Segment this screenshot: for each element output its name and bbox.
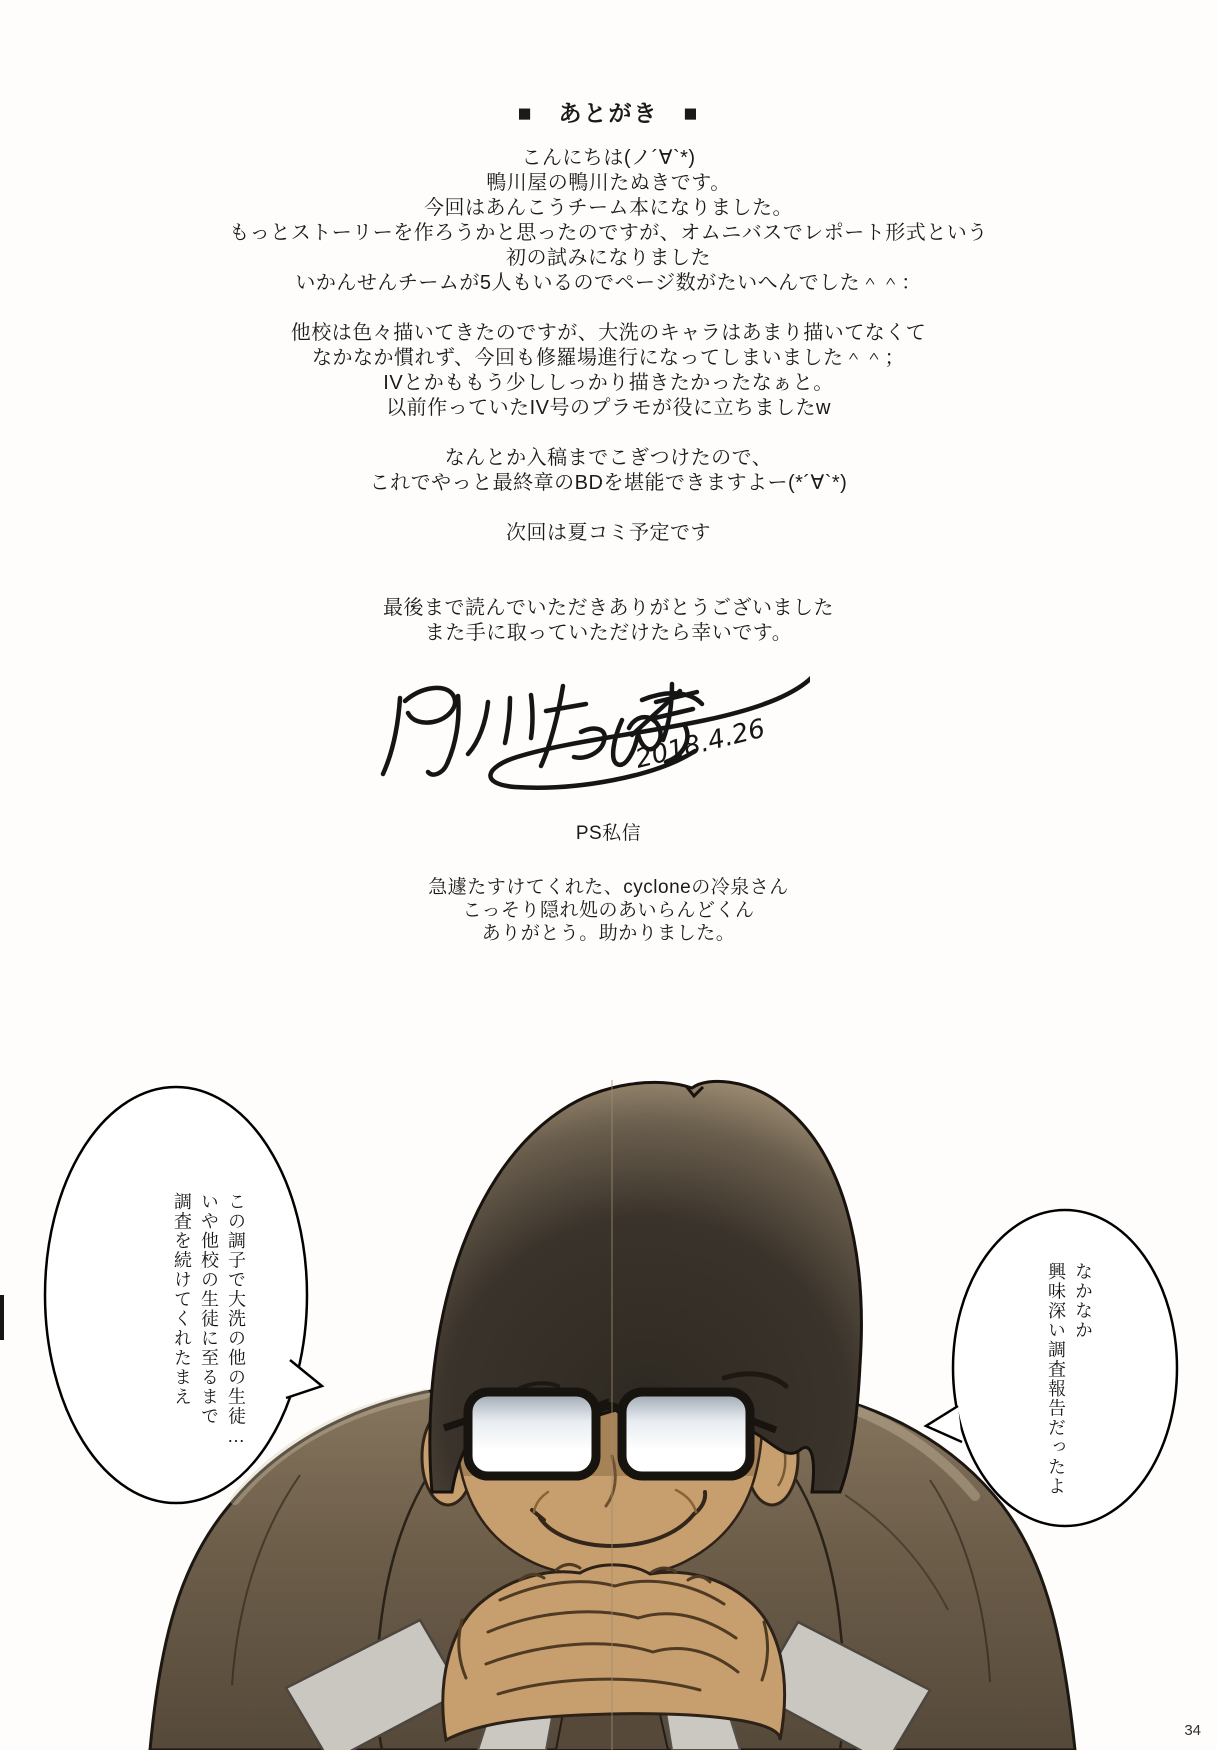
afterword-line: 以前作っていたIV号のプラモが役に立ちましたw	[386, 397, 831, 419]
hands-silhouette	[443, 1565, 785, 1740]
ps-line: 急遽たすけてくれた、cycloneの冷泉さん	[428, 877, 789, 898]
ps-title-block	[0, 822, 1217, 845]
afterword-paragraph-1	[0, 146, 1217, 296]
bubble-text-column: いや他校の生徒に至るまで	[199, 1192, 219, 1426]
signature-date: 2018.4.26	[632, 713, 769, 775]
right-bubble-text	[1047, 1262, 1092, 1502]
afterword-line: 他校は色々描いてきたのですが、大洗のキャラはあまり描いてなくて	[290, 322, 927, 344]
ps-block	[0, 876, 1217, 945]
afterword-line: 次回は夏コミ予定です	[506, 522, 711, 544]
bubble-text-column: なかなか	[1073, 1262, 1093, 1340]
afterword-line: これでやっと最終章のBDを堪能できますよー(*´∀`*)	[369, 472, 848, 494]
afterword-line: いかんせんチームが5人もいるのでページ数がたいへんでした＾＾：	[295, 272, 922, 294]
bubble-text-column: この調子で大洗の他の生徒…	[226, 1192, 246, 1448]
lens-right	[622, 1392, 750, 1476]
afterword-line: 今回はあんこうチーム本になりました。	[424, 197, 793, 219]
ps-line: ありがとう。助かりました。	[481, 923, 736, 944]
afterword-line: また手に取っていただけたら幸いです。	[424, 622, 793, 644]
scan-edge-artifact	[0, 1295, 4, 1340]
afterword-paragraph-5	[0, 596, 1217, 646]
bubble-text-column: 興味深い調査報告だったよ	[1046, 1262, 1066, 1496]
afterword-line: もっとストーリーを作ろうかと思ったのですが、オムニバスでレポート形式という	[229, 222, 988, 244]
afterword-line: なかなか慣れず、今回も修羅場進行になってしまいました＾＾；	[312, 347, 905, 369]
bubble-text-column: 調査を続けてくれたまえ	[172, 1192, 192, 1407]
afterword-line: 鴨川屋の鴨川たぬきです。	[486, 172, 731, 194]
afterword-line: こんにちは(ノ´∀`*)	[521, 147, 696, 169]
afterword-title: ■ あとがき ■	[517, 100, 700, 126]
page-number: 34	[1184, 1722, 1201, 1739]
ps-line: こっそり隠れ処のあいらんどくん	[462, 900, 755, 921]
signature	[350, 656, 810, 806]
afterword-paragraph-3	[0, 446, 1217, 496]
afterword-paragraph-2	[0, 321, 1217, 421]
left-bubble-text	[173, 1192, 245, 1472]
afterword-paragraph-4	[0, 521, 1217, 546]
afterword-line: 初の試みになりました	[506, 247, 711, 269]
afterword-line: なんとか入稿までこぎつけたので、	[444, 447, 773, 469]
ps-title: PS私信	[575, 823, 642, 844]
afterword-line: IVとかももう少ししっかり描きたかったなぁと。	[383, 372, 834, 394]
lens-left	[468, 1392, 596, 1476]
afterword-line: 最後まで読んでいただきありがとうございました	[383, 597, 834, 619]
